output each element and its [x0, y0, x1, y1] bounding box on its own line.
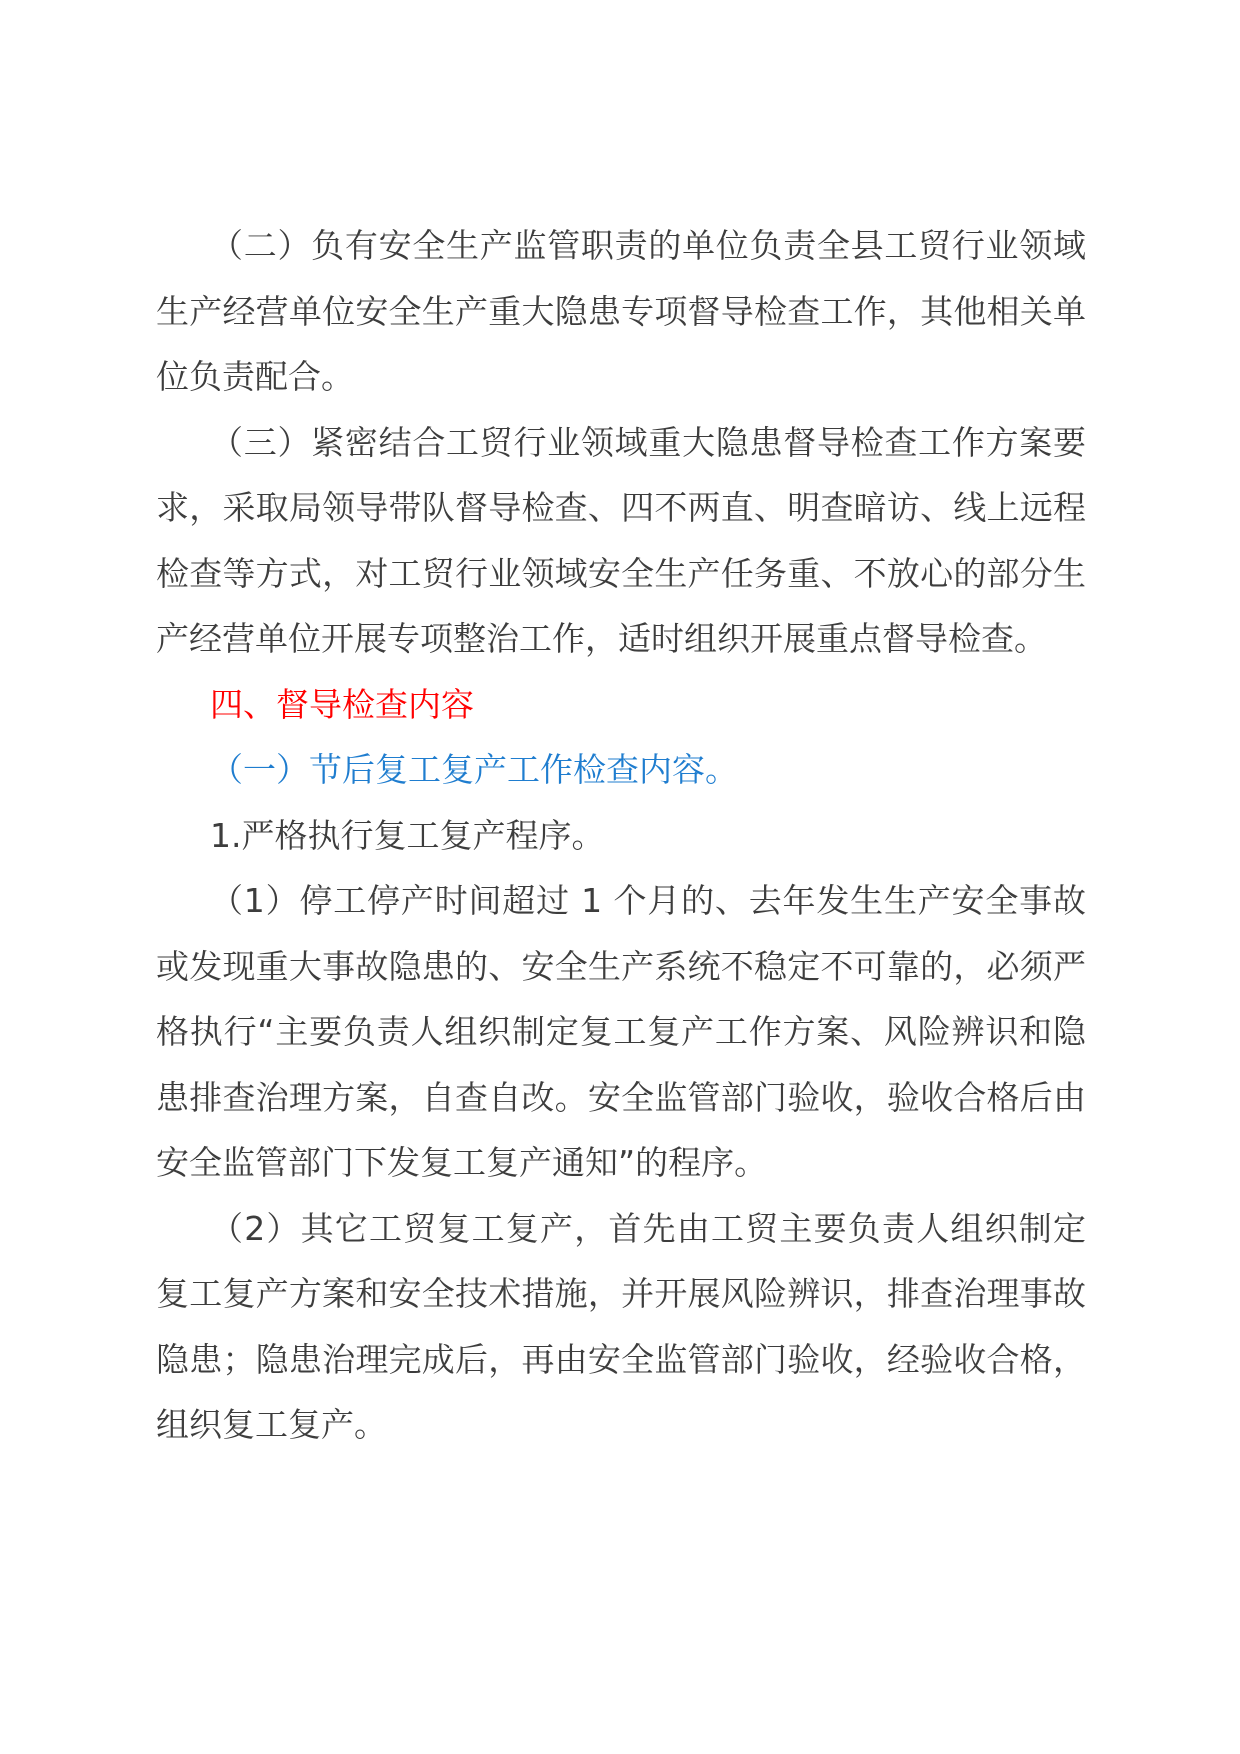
paragraph-resumption-procedure: 1.严格执行复工复产程序。: [210, 815, 605, 855]
subsection-heading-resumption-check: （一）节后复工复产工作检查内容。: [210, 750, 738, 789]
paragraph-item-1: （1）停工停产时间超过 1 个月的、去年发生生产安全事故或发现重大事故隐患的、安全生产系统不稳定不可靠的，必须严格执行“主要负责人组织制定复工复产工作方案、风险辨识和隐患排查治理方案，自查自改。安全监管部门验收，验收合格后由安全监管部门下发复工复产通知”的程序。: [156, 881, 1086, 1182]
document-body: [156, 213, 1086, 1458]
paragraph-inspection-methods: （三）紧密结合工贸行业领域重大隐患督导检查工作方案要求，采取局领导带队督导检查、四不两直、明查暗访、线上远程检查等方式，对工贸行业领域安全生产任务重、不放心的部分生产经营单位开展专项整治工作，适时组织开展重点督导检查。: [156, 422, 1086, 658]
section-heading-inspection-content: 四、督导检查内容: [210, 684, 474, 724]
paragraph-item-2: （2）其它工贸复工复产，首先由工贸主要负责人组织制定复工复产方案和安全技术措施，并开展风险辨识，排查治理事故隐患；隐患治理完成后，再由安全监管部门验收，经验收合格，组织复工复产。: [156, 1208, 1086, 1444]
paragraph-supervision-responsibility: （二）负有安全生产监管职责的单位负责全县工贸行业领域生产经营单位安全生产重大隐患专项督导检查工作，其他相关单位负责配合。: [156, 226, 1086, 396]
